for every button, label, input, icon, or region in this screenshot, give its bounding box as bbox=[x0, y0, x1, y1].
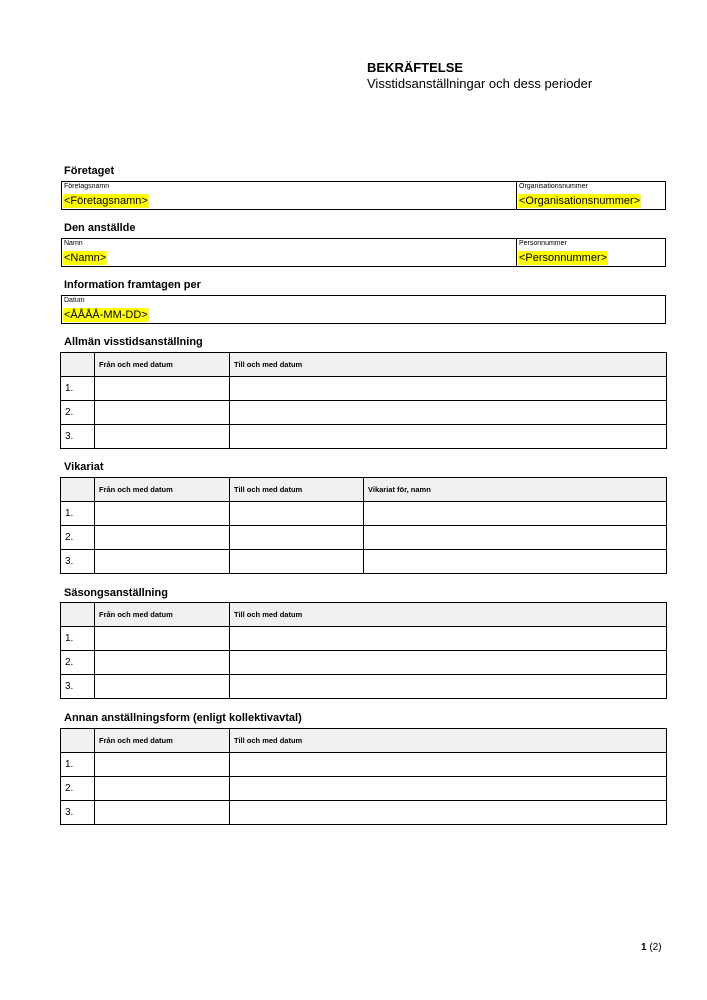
header-cell-from: Från och med datum bbox=[95, 353, 230, 377]
table-header-row bbox=[61, 729, 667, 753]
info-fields bbox=[61, 295, 666, 324]
to-date-cell[interactable] bbox=[230, 801, 667, 825]
document-header bbox=[367, 60, 592, 92]
other-heading: Annan anställningsform (enligt kollektivavtal) bbox=[64, 712, 302, 724]
from-date-cell[interactable] bbox=[95, 627, 230, 651]
header-cell-to: Till och med datum bbox=[230, 603, 667, 627]
date-value[interactable]: <ÅÅÅÅ-MM-DD> bbox=[64, 309, 148, 321]
to-date-cell[interactable] bbox=[230, 502, 364, 526]
row-number: 1. bbox=[61, 627, 95, 651]
document-title: BEKRÄFTELSE bbox=[367, 60, 464, 75]
header-cell-number bbox=[61, 603, 95, 627]
to-date-cell[interactable] bbox=[230, 550, 364, 574]
company-heading: Företaget bbox=[64, 165, 115, 177]
substitute-name-cell[interactable] bbox=[364, 502, 667, 526]
header-cell-from: Från och med datum bbox=[95, 603, 230, 627]
row-number: 3. bbox=[61, 425, 95, 449]
to-date-cell[interactable] bbox=[230, 526, 364, 550]
table-row bbox=[61, 801, 667, 825]
other-table bbox=[60, 728, 667, 825]
personal-number-field[interactable] bbox=[516, 239, 666, 266]
row-number: 3. bbox=[61, 801, 95, 825]
table-row bbox=[61, 526, 667, 550]
employee-name-label: Namn bbox=[64, 240, 83, 247]
date-label: Datum bbox=[64, 297, 85, 304]
row-number: 2. bbox=[61, 526, 95, 550]
header-cell-to: Till och med datum bbox=[230, 353, 667, 377]
company-name-label: Företagsnamn bbox=[64, 183, 110, 190]
header-cell-number bbox=[61, 729, 95, 753]
employee-name-field[interactable] bbox=[62, 239, 516, 266]
employee-heading: Den anställde bbox=[64, 222, 136, 234]
employee-fields bbox=[61, 238, 666, 267]
company-name-value[interactable]: <Företagsnamn> bbox=[64, 195, 148, 207]
row-number: 3. bbox=[61, 675, 95, 699]
table-row bbox=[61, 550, 667, 574]
table-row bbox=[61, 377, 667, 401]
from-date-cell[interactable] bbox=[95, 502, 230, 526]
to-date-cell[interactable] bbox=[230, 627, 667, 651]
table-row bbox=[61, 651, 667, 675]
table-header-row bbox=[61, 353, 667, 377]
info-heading: Information framtagen per bbox=[64, 279, 201, 291]
to-date-cell[interactable] bbox=[230, 675, 667, 699]
general-table bbox=[60, 352, 667, 449]
org-number-value[interactable]: <Organisationsnummer> bbox=[519, 195, 641, 207]
org-number-field[interactable] bbox=[516, 182, 666, 209]
from-date-cell[interactable] bbox=[95, 651, 230, 675]
header-cell-substitute-for: Vikariat för, namn bbox=[364, 478, 667, 502]
to-date-cell[interactable] bbox=[230, 777, 667, 801]
company-fields bbox=[61, 181, 666, 210]
row-number: 2. bbox=[61, 777, 95, 801]
row-number: 1. bbox=[61, 502, 95, 526]
substitute-heading: Vikariat bbox=[64, 461, 104, 473]
from-date-cell[interactable] bbox=[95, 753, 230, 777]
header-cell-to: Till och med datum bbox=[230, 729, 667, 753]
header-cell-number bbox=[61, 353, 95, 377]
personal-number-value[interactable]: <Personnummer> bbox=[519, 252, 608, 264]
document-subtitle: Visstidsanställningar och dess perioder bbox=[367, 76, 593, 91]
row-number: 3. bbox=[61, 550, 95, 574]
row-number: 1. bbox=[61, 377, 95, 401]
seasonal-table bbox=[60, 602, 667, 699]
to-date-cell[interactable] bbox=[230, 425, 667, 449]
substitute-table bbox=[60, 477, 667, 574]
table-row bbox=[61, 777, 667, 801]
header-cell-to: Till och med datum bbox=[230, 478, 364, 502]
table-header-row bbox=[61, 603, 667, 627]
from-date-cell[interactable] bbox=[95, 401, 230, 425]
from-date-cell[interactable] bbox=[95, 777, 230, 801]
from-date-cell[interactable] bbox=[95, 550, 230, 574]
table-row bbox=[61, 753, 667, 777]
from-date-cell[interactable] bbox=[95, 801, 230, 825]
header-cell-from: Från och med datum bbox=[95, 478, 230, 502]
table-row bbox=[61, 627, 667, 651]
org-number-label: Organisationsnummer bbox=[519, 183, 588, 190]
from-date-cell[interactable] bbox=[95, 425, 230, 449]
table-header-row bbox=[61, 478, 667, 502]
from-date-cell[interactable] bbox=[95, 675, 230, 699]
row-number: 2. bbox=[61, 651, 95, 675]
table-row bbox=[61, 401, 667, 425]
to-date-cell[interactable] bbox=[230, 651, 667, 675]
header-cell-from: Från och med datum bbox=[95, 729, 230, 753]
from-date-cell[interactable] bbox=[95, 377, 230, 401]
from-date-cell[interactable] bbox=[95, 526, 230, 550]
page-current: 1 bbox=[641, 942, 647, 953]
company-name-field[interactable] bbox=[62, 182, 516, 209]
table-row bbox=[61, 502, 667, 526]
seasonal-heading: Säsongsanställning bbox=[64, 587, 168, 599]
employee-name-value[interactable]: <Namn> bbox=[64, 252, 107, 264]
to-date-cell[interactable] bbox=[230, 377, 667, 401]
to-date-cell[interactable] bbox=[230, 753, 667, 777]
page-number bbox=[641, 942, 662, 953]
row-number: 2. bbox=[61, 401, 95, 425]
date-field[interactable] bbox=[62, 296, 665, 323]
header-cell-number bbox=[61, 478, 95, 502]
substitute-name-cell[interactable] bbox=[364, 550, 667, 574]
table-row bbox=[61, 675, 667, 699]
to-date-cell[interactable] bbox=[230, 401, 667, 425]
personal-number-label: Personnummer bbox=[519, 240, 567, 247]
page-total: (2) bbox=[649, 942, 662, 953]
substitute-name-cell[interactable] bbox=[364, 526, 667, 550]
table-row bbox=[61, 425, 667, 449]
general-heading: Allmän visstidsanställning bbox=[64, 336, 203, 348]
row-number: 1. bbox=[61, 753, 95, 777]
